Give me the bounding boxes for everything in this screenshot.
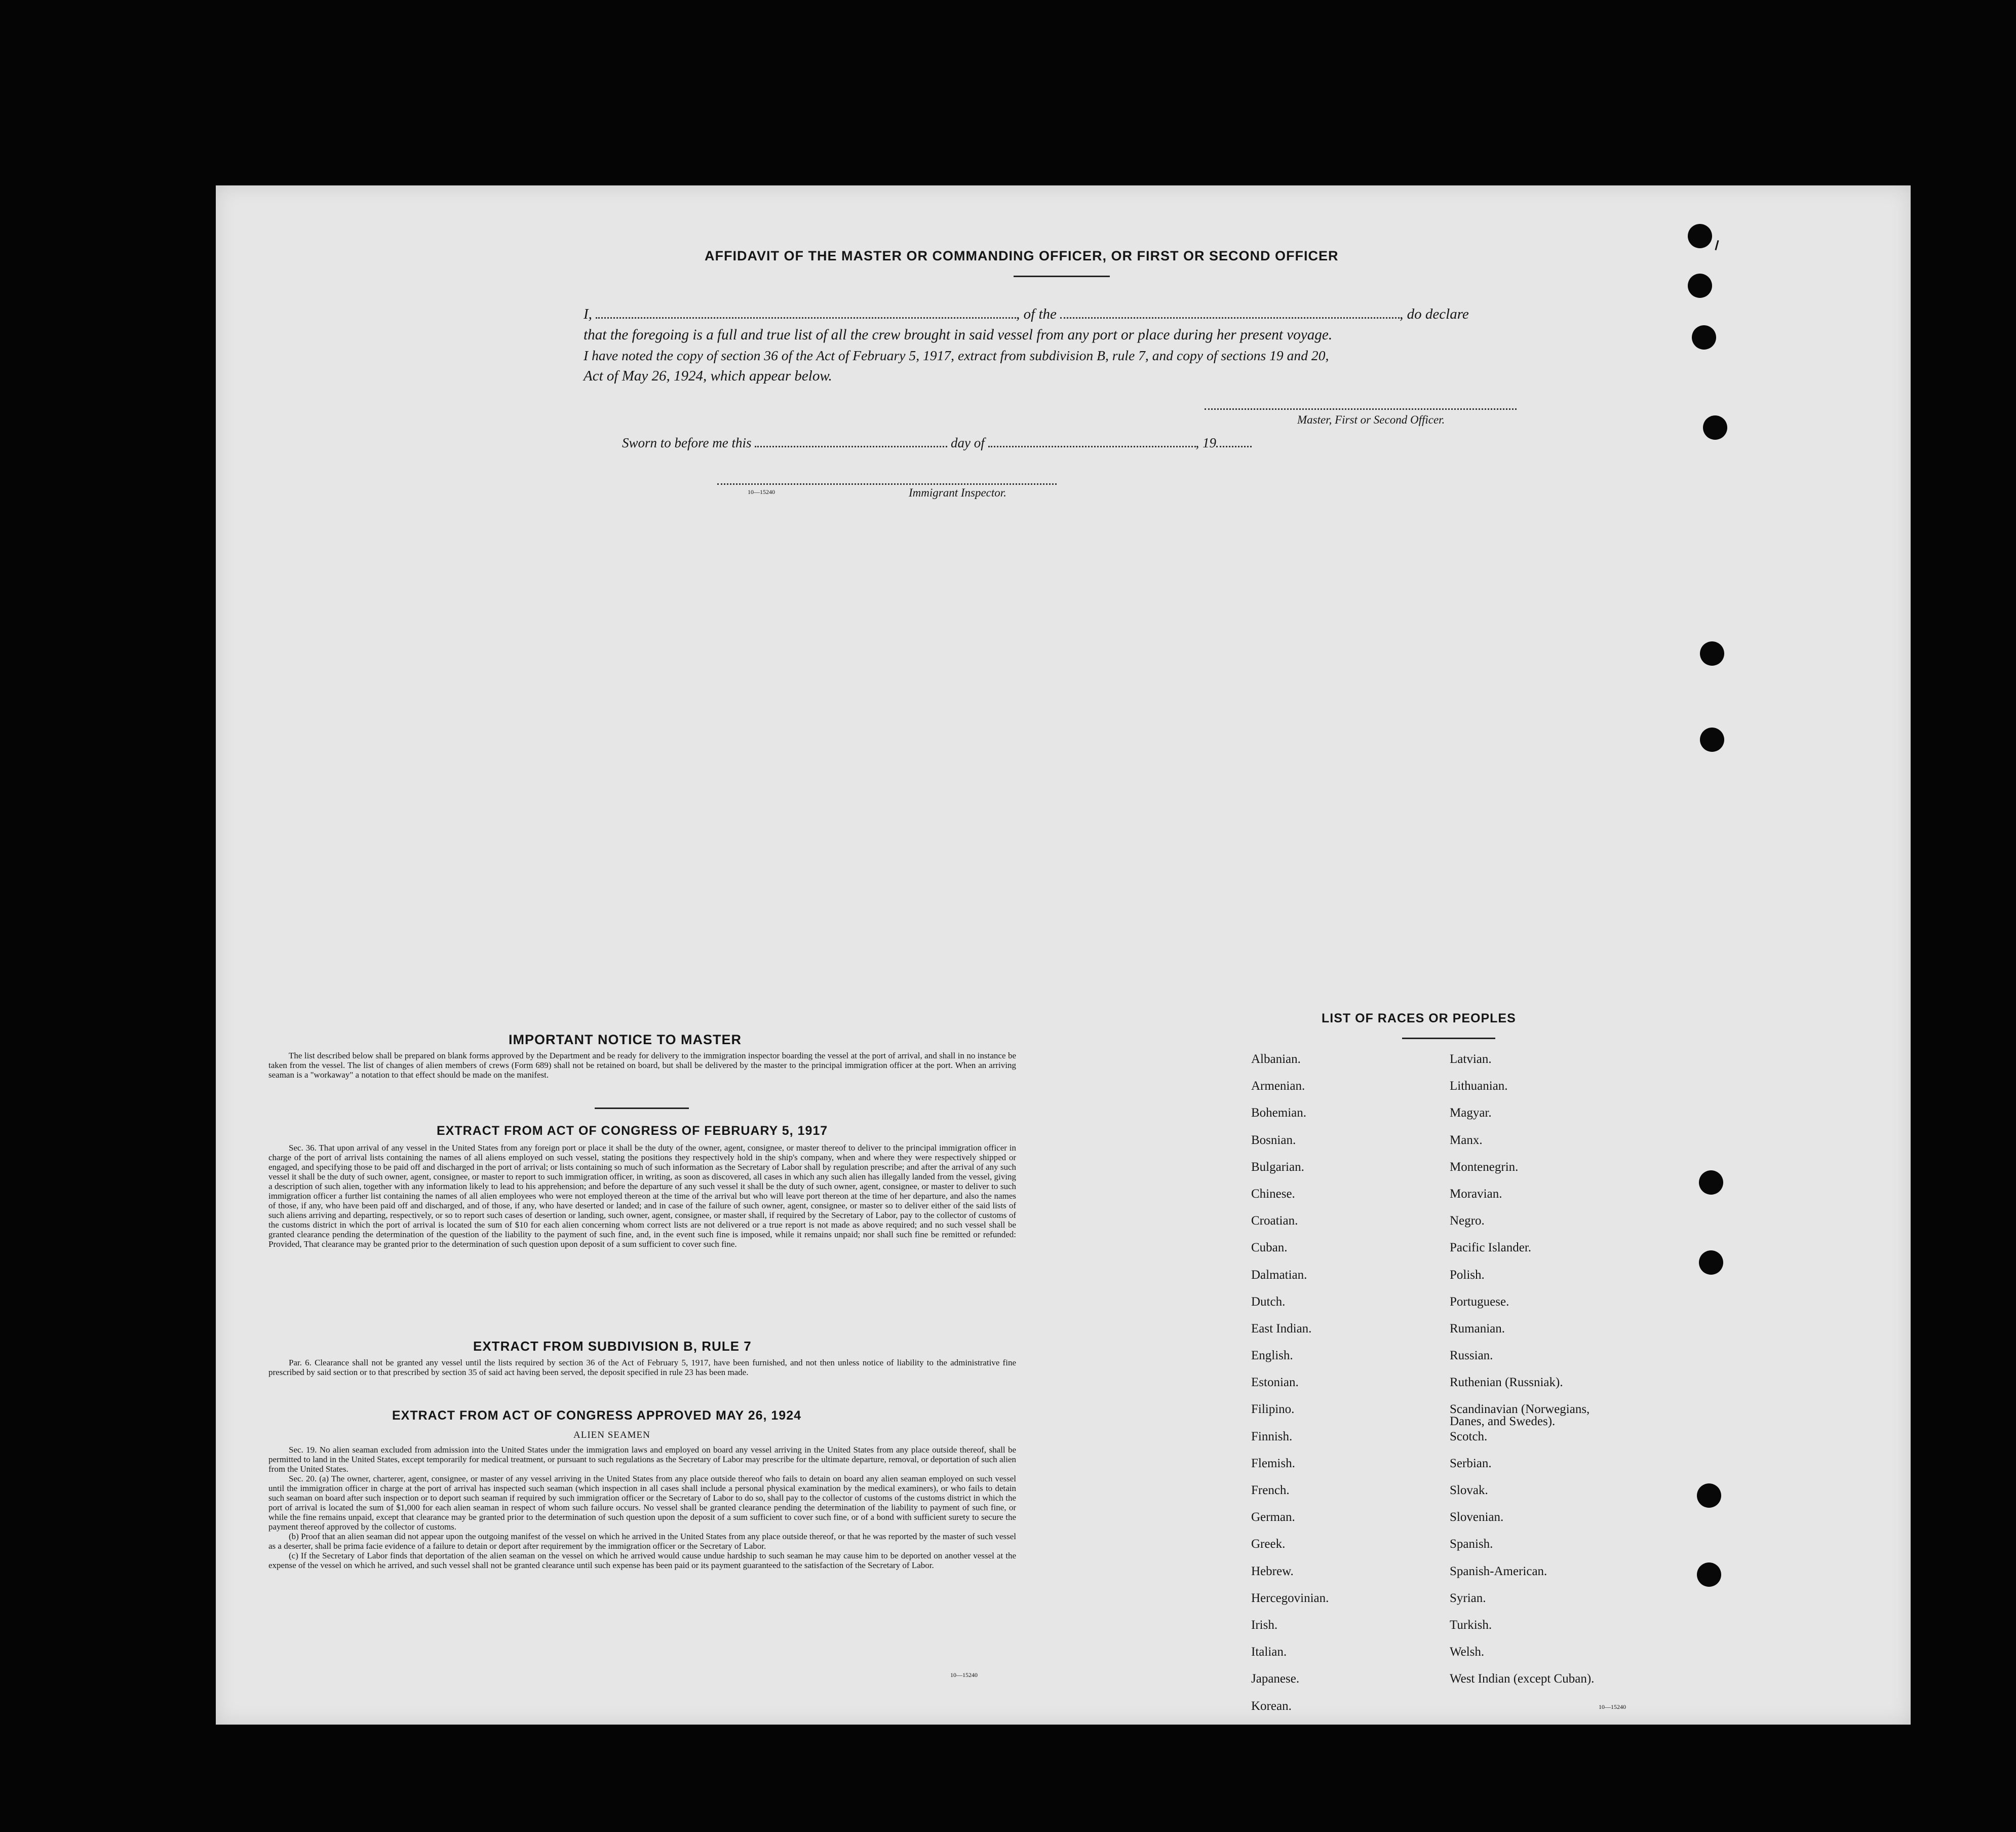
race-entry: Pacific Islander. (1450, 1241, 1532, 1255)
race-entry: Albanian. (1251, 1052, 1301, 1066)
affidavit-of-the: , of the (1016, 306, 1057, 322)
extract-1917-title: EXTRACT FROM ACT OF CONGRESS OF FEBRUARY 5, 1917 (437, 1124, 828, 1138)
race-entry: Estonian. (1251, 1376, 1299, 1390)
race-entry: Filipino. (1251, 1402, 1295, 1417)
document-page (216, 185, 1911, 1725)
binder-hole (1688, 274, 1712, 298)
race-entry: Montenegrin. (1450, 1160, 1519, 1174)
affidavit-title: AFFIDAVIT OF THE MASTER OR COMMANDING OFFICER, OR FIRST OR SECOND OFFICER (705, 248, 1339, 263)
inspector-label: Immigrant Inspector. (909, 486, 1006, 499)
affidavit-line-2: that the foregoing is a full and true list of all the crew brought in said vessel from any port or place during her present voyage. (584, 327, 1333, 343)
pencil-mark (1715, 240, 1719, 250)
inspector-signature-line[interactable] (717, 483, 1057, 485)
master-signature-line[interactable] (1205, 408, 1517, 410)
race-entry: Portuguese. (1450, 1294, 1509, 1309)
binder-hole (1699, 1250, 1723, 1275)
race-entry: Scotch. (1450, 1429, 1488, 1443)
race-entry: Welsh. (1450, 1645, 1485, 1659)
sworn-label: Sworn to before me this (622, 435, 752, 450)
race-entry: Bohemian. (1251, 1106, 1307, 1120)
master-label: Master, First or Second Officer. (1297, 413, 1445, 426)
race-entry: Italian. (1251, 1645, 1287, 1659)
notice-title: IMPORTANT NOTICE TO MASTER (509, 1032, 742, 1047)
race-entry: Slovak. (1450, 1483, 1488, 1497)
race-entry: Dalmatian. (1251, 1268, 1307, 1282)
binder-hole (1699, 1170, 1723, 1195)
notice-body (268, 1051, 1016, 1080)
name-blank[interactable] (596, 306, 1016, 319)
alien-seamen-subtitle: ALIEN SEAMEN (573, 1430, 650, 1440)
race-entry: Turkish. (1450, 1618, 1492, 1632)
race-entry: Negro. (1450, 1214, 1485, 1228)
day-of-label: day of (951, 435, 985, 450)
affidavit-line-3: I have noted the copy of section 36 of the Act of February 5, 1917, extract from subdivision B, rule 7, and copy of sections 19 and 20, (584, 348, 1329, 363)
race-entry: Cuban. (1251, 1241, 1288, 1255)
title-underline (1014, 276, 1110, 277)
sworn-year-blank[interactable] (1216, 435, 1252, 447)
races-left-column (1251, 1053, 1329, 1727)
sworn-line (622, 435, 1252, 451)
year-label: , 19 (1195, 435, 1216, 450)
binder-hole (1697, 1562, 1721, 1587)
race-entry: Scandinavian (Norwegians, Danes, and Swedes). (1450, 1402, 1590, 1429)
race-entry: Japanese. (1251, 1672, 1300, 1686)
rule7-title: EXTRACT FROM SUBDIVISION B, RULE 7 (473, 1339, 752, 1354)
form-number-top: 10—15240 (748, 488, 775, 495)
race-entry: Spanish-American. (1450, 1564, 1547, 1578)
races-right-column (1450, 1053, 1594, 1700)
race-entry: Polish. (1450, 1268, 1485, 1282)
race-entry: Armenian. (1251, 1079, 1305, 1093)
sec20a-text: Sec. 20. (a) The owner, charterer, agent, consignee, or master of any vessel arriving in the United States from any place outside thereof who fails to detain on board any alien seaman employed on such vessel until the immigration officer in charge at the port of arrival has inspected such seaman (which inspection in all cases shall include a personal physical examination by the medical examiners), or who fails to detain such seaman on board after such inspection or to deport such seaman if required by such immigration officer or the Secretary of Labor to do so, shall pay to the collector of customs of the customs district in which the port of arrival is located the sum of $1,000 for each alien seaman in respect of whom such failure occurs. No vessel shall be granted clearance pending the determination of the liability to payment of such fine, or while the fine remains unpaid, except that clearance may be granted prior to the determination of such question upon the deposit of a sum sufficient to cover such fine, or of a bond with sufficient surety to secure the payment thereof approved by the collector of customs. (268, 1474, 1016, 1532)
race-entry: Ruthenian (Russniak). (1450, 1376, 1563, 1390)
race-entry: Rumanian. (1450, 1321, 1505, 1335)
race-entry: Finnish. (1251, 1429, 1293, 1443)
race-entry: Irish. (1251, 1618, 1278, 1632)
race-entry: Spanish. (1450, 1537, 1493, 1551)
binder-hole (1700, 728, 1724, 752)
form-number-bottom-left: 10—15240 (950, 1671, 978, 1678)
binder-hole (1700, 641, 1724, 666)
vessel-blank[interactable] (1060, 306, 1400, 319)
sworn-day-blank[interactable] (755, 435, 947, 447)
rule7-text: Par. 6. Clearance shall not be granted any vessel until the lists required by section 36 of the Act of February 5, 1917, have been furnished, and not then unless notice of liability to the administrative fine prescribed by said section or to that prescribed by section 35 of said act having been served, the deposit specified in rule 23 has been made. (268, 1358, 1016, 1377)
race-entry: Lithuanian. (1450, 1079, 1508, 1093)
race-entry: German. (1251, 1510, 1295, 1524)
sec20c-text: (c) If the Secretary of Labor finds that deportation of the alien seaman on the vessel on which he arrived would cause undue hardship to such seaman he may cause him to be deported on another vessel at the expense of the vessel on which he arrived, and such vessel shall not be granted clearance until such expense has been paid or its payment guaranteed to the satisfaction of the Secretary of Labor. (268, 1551, 1016, 1570)
race-entry: Croatian. (1251, 1214, 1298, 1228)
divider-1 (595, 1108, 689, 1109)
race-entry: Manx. (1450, 1133, 1483, 1147)
notice-text: The list described below shall be prepared on blank forms approved by the Department and be ready for delivery to the immigration inspector boarding the vessel at the port of arrival, and shall in no instance be taken from the vessel. The list of changes of alien members of crews (Form 689) shall not be retained on board, but shall be delivered by the master to the principal immigration officer at the port. When an arriving seaman is a "workaway" a notation to that effect should be made on the manifest. (268, 1051, 1016, 1080)
race-entry: Greek. (1251, 1537, 1286, 1551)
race-entry: Bosnian. (1251, 1133, 1296, 1147)
binder-hole (1697, 1483, 1721, 1508)
race-entry: East Indian. (1251, 1321, 1312, 1335)
race-entry: Moravian. (1450, 1187, 1502, 1201)
race-entry: Syrian. (1450, 1591, 1486, 1605)
affidavit-line-1 (584, 306, 1469, 323)
race-entry: Korean. (1251, 1699, 1292, 1713)
race-entry: Russian. (1450, 1349, 1493, 1363)
sworn-month-blank[interactable] (988, 435, 1196, 447)
extract-1917-body (268, 1143, 1016, 1249)
races-title: LIST OF RACES OR PEOPLES (1322, 1011, 1516, 1025)
race-entry: Serbian. (1450, 1456, 1492, 1470)
race-entry: Dutch. (1251, 1294, 1286, 1309)
race-entry: Slovenian. (1450, 1510, 1504, 1524)
race-entry: French. (1251, 1483, 1290, 1497)
extract-1924-title: EXTRACT FROM ACT OF CONGRESS APPROVED MAY 26, 1924 (392, 1408, 802, 1423)
race-entry: Flemish. (1251, 1456, 1295, 1470)
race-entry: Latvian. (1450, 1052, 1492, 1066)
extract-1924-body (268, 1445, 1016, 1570)
race-entry: Magyar. (1450, 1106, 1492, 1120)
affidavit-line-4: Act of May 26, 1924, which appear below. (584, 368, 832, 384)
race-entry: Hebrew. (1251, 1564, 1294, 1578)
race-entry: Chinese. (1251, 1187, 1295, 1201)
race-entry: English. (1251, 1349, 1293, 1363)
race-entry: Bulgarian. (1251, 1160, 1304, 1174)
binder-hole (1703, 415, 1727, 440)
affidavit-i: I, (584, 306, 592, 322)
extract-1917-text: Sec. 36. That upon arrival of any vessel in the United States from any foreign port or place it shall be the duty of the owner, agent, consignee, or master thereof to deliver to the principal immigration officer in charge of the port of arrival lists containing the names of all aliens employed on such vessel, stating the positions they respectively hold in the ship's company, when and where they were respectively shipped or engaged, and specifying those to be paid off and discharged in the port of arrival; or lists containing so much of such information as the Secretary of Labor shall by regulation prescribe; and after the arrival of any such vessel it shall be the duty of such owner, agent, consignee, or master to report to such immigration officer, in writing, as soon as discovered, all cases in which any such alien has illegally landed from the vessel, giving a description of such alien, together with any information likely to lead to his apprehension; and before the departure of any such vessel it shall be the duty of such owner, agent, consignee, or master to deliver to such immigration officer a further list containing the names of all alien employees who were not employed thereon at the time of the arrival but who will leave port thereon at the time of her departure, and also the names of those, if any, who have been paid off and discharged, and of those, if any, who have deserted or landed; and in case of the failure of such owner, agent, consignee, or master so to deliver either of the said lists of such aliens arriving and departing, respectively, or so to report such cases of desertion or landing, such owner, agent, consignee, or master shall, if required by the Secretary of Labor, pay to the collector of customs of the customs district in which the port of arrival is located the sum of $10 for each alien concerning whom correct lists are not delivered or a true report is not made as above required; and no such vessel shall be granted clearance pending the determination of the question of the liability to the payment of such fine, and, in the event such fine is imposed, while it remains unpaid; nor shall such fine be remitted or refunded: Provided, That clearance may be granted prior to the determination of such question upon deposit of a sum sufficient to cover such fine. (268, 1143, 1016, 1249)
race-entry: West Indian (except Cuban). (1450, 1672, 1595, 1686)
races-underline (1402, 1038, 1495, 1039)
affidavit-do-declare: , do declare (1400, 306, 1469, 322)
form-number-bottom-right: 10—15240 (1599, 1703, 1626, 1710)
race-entry: Hercegovinian. (1251, 1591, 1329, 1605)
rule7-body (268, 1358, 1016, 1377)
binder-hole (1692, 325, 1716, 350)
binder-hole (1688, 224, 1712, 248)
sec19-text: Sec. 19. No alien seaman excluded from admission into the United States under the immigration laws and employed on board any vessel arriving in the United States from any place outside thereof, shall be permitted to land in the United States, except temporarily for medical treatment, or pursuant to such regulations as the Secretary of Labor may prescribe for the ultimate departure, removal, or deportation of such alien from the United States. (268, 1445, 1016, 1474)
sec20b-text: (b) Proof that an alien seaman did not appear upon the outgoing manifest of the vessel on which he arrived in the United States from any place outside thereof, or that he was reported by the master of such vessel as a deserter, shall be prima facie evidence of a failure to detain or deport after requirement by the immigration officer or the Secretary of Labor. (268, 1532, 1016, 1551)
